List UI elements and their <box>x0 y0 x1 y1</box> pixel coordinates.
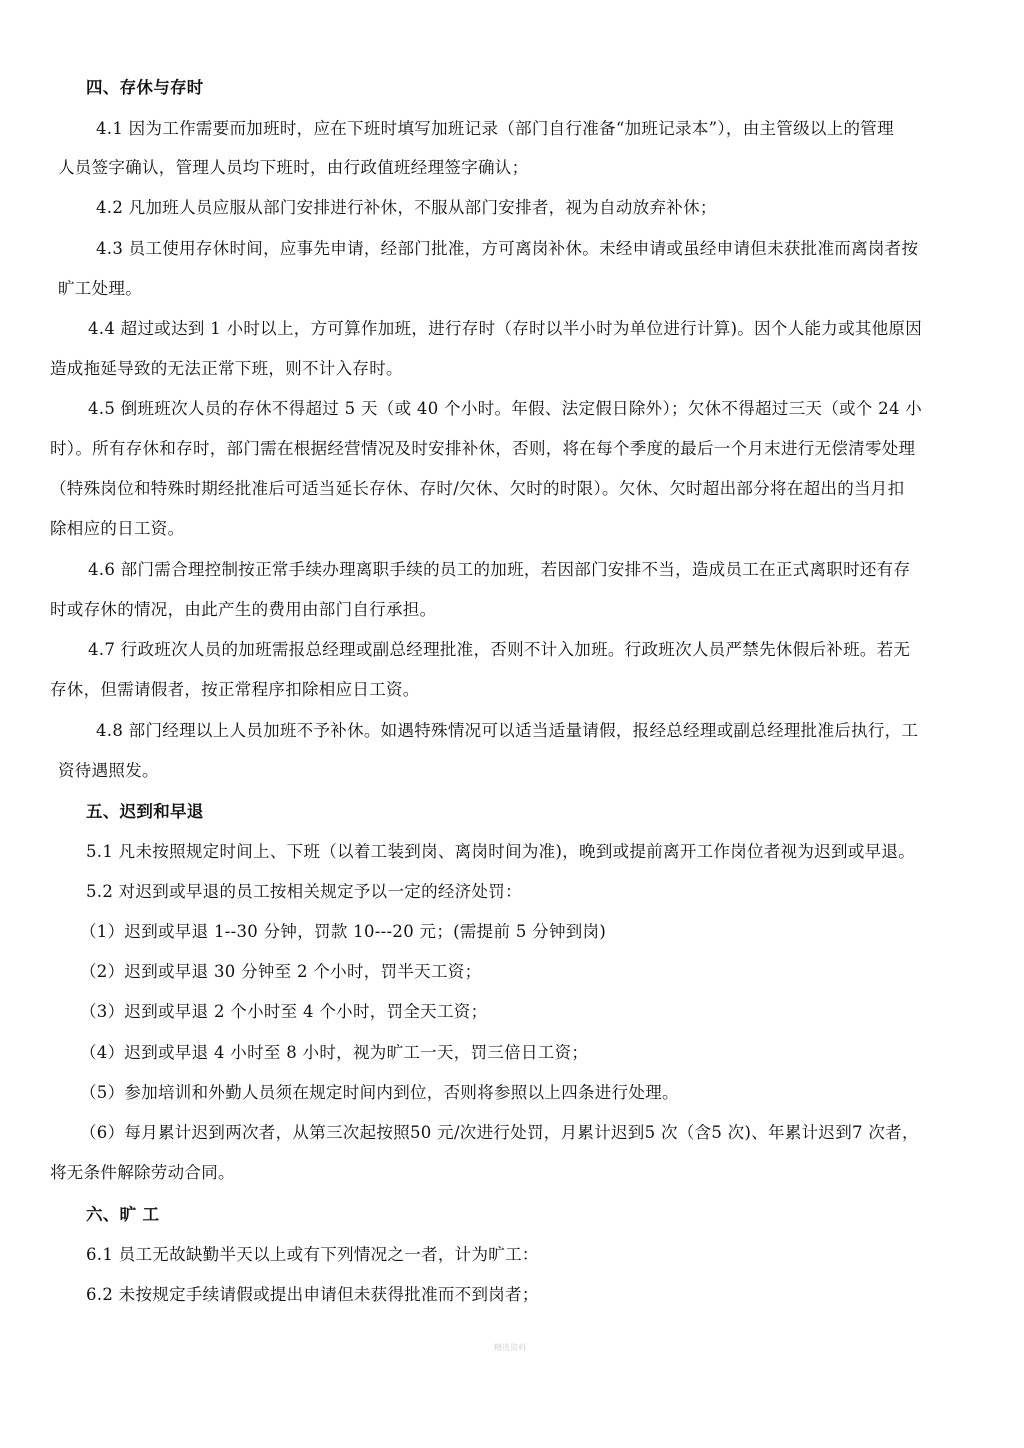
paragraph-4-3-line-2: 旷工处理。 <box>58 279 142 298</box>
penalty-item-1: （1）迟到或早退 1--30 分钟，罚款 10---20 元；(需提前 5 分钟到岗) <box>80 922 607 941</box>
paragraph-4-2: 4.2 凡加班人员应服从部门安排进行补休，不服从部门安排者，视为自动放弃补休； <box>96 198 717 217</box>
paragraph-4-3-line-1: 4.3 员工使用存休时间，应事先申请，经部门批准，方可离岗补休。未经申请或虽经申请但未获批准而离岗者按 <box>96 239 919 258</box>
paragraph-4-7-line-2: 存休，但需请假者，按正常程序扣除相应日工资。 <box>50 680 420 699</box>
paragraph-4-7-line-1: 4.7 行政班次人员的加班需报总经理或副总经理批准，否则不计入加班。行政班次人员严禁先休假后补班。若无 <box>88 640 911 659</box>
penalty-item-3: （3）迟到或早退 2 个小时至 4 个小时，罚全天工资； <box>80 1002 488 1021</box>
paragraph-4-8-line-2: 资待遇照发。 <box>58 761 159 780</box>
paragraph-4-8-line-1: 4.8 部门经理以上人员加班不予补休。如遇特殊情况可以适当适量请假，报经总经理或副总经理批准后执行，工 <box>96 721 919 740</box>
footer-watermark: 精选资料 <box>494 1343 526 1352</box>
paragraph-5-1: 5.1 凡未按照规定时间上、下班（以着工装到岗、离岗时间为准)，晚到或提前离开工作岗位者视为迟到或早退。 <box>86 842 916 861</box>
section-5-heading: 五、迟到和早退 <box>86 802 204 821</box>
penalty-item-6-line-1: （6）每月累计迟到两次者，从第三次起按照50 元/次进行处罚，月累计迟到5 次（含5 次)、年累计迟到7 次者， <box>80 1123 919 1142</box>
section-6-heading: 六、旷 工 <box>86 1205 160 1224</box>
penalty-item-2: （2）迟到或早退 30 分钟至 2 个小时，罚半天工资； <box>80 962 482 981</box>
paragraph-4-5-line-2: 时）。所有存休和存时，部门需在根据经营情况及时安排补休，否则，将在每个季度的最后一个月末进行无偿清零处理 <box>50 439 916 458</box>
section-4-heading: 四、存休与存时 <box>86 78 204 97</box>
penalty-item-5: （5）参加培训和外勤人员须在规定时间内到位，否则将参照以上四条进行处理。 <box>80 1083 679 1102</box>
paragraph-6-1: 6.1 员工无故缺勤半天以上或有下列情况之一者，计为旷工： <box>86 1245 539 1264</box>
paragraph-4-4-line-1: 4.4 超过或达到 1 小时以上，方可算作加班，进行存时（存时以半小时为单位进行计算)。因个人能力或其他原因 <box>88 319 923 338</box>
paragraph-4-4-line-2: 造成拖延导致的无法正常下班，则不计入存时。 <box>50 359 403 378</box>
paragraph-4-5-line-3: （特殊岗位和特殊时期经批准后可适当延长存休、存时/欠休、欠时的时限）。欠休、欠时超出部分将在超出的当月扣 <box>50 479 905 498</box>
paragraph-4-1-line-1: 4.1 因为工作需要而加班时，应在下班时填写加班记录（部门自行准备“加班记录本”），由主管级以上的管理 <box>96 119 894 138</box>
penalty-item-6-line-2: 将无条件解除劳动合同。 <box>50 1163 235 1182</box>
paragraph-4-1-line-2: 人员签字确认，管理人员均下班时，由行政值班经理签字确认； <box>58 158 529 177</box>
paragraph-4-6-line-1: 4.6 部门需合理控制按正常手续办理离职手续的员工的加班，若因部门安排不当，造成员工在正式离职时还有存 <box>88 560 911 579</box>
paragraph-5-2: 5.2 对迟到或早退的员工按相关规定予以一定的经济处罚： <box>86 882 522 901</box>
paragraph-6-2: 6.2 未按规定手续请假或提出申请但未获得批准而不到岗者； <box>86 1285 539 1304</box>
paragraph-4-5-line-4: 除相应的日工资。 <box>50 519 185 538</box>
paragraph-4-5-line-1: 4.5 倒班班次人员的存休不得超过 5 天（或 40 个小时。年假、法定假日除外）；欠休不得超过三天（或个 24 小 <box>88 399 923 418</box>
penalty-item-4: （4）迟到或早退 4 小时至 8 小时，视为旷工一天，罚三倍日工资； <box>80 1043 589 1062</box>
paragraph-4-6-line-2: 时或存休的情况，由此产生的费用由部门自行承担。 <box>50 600 437 619</box>
